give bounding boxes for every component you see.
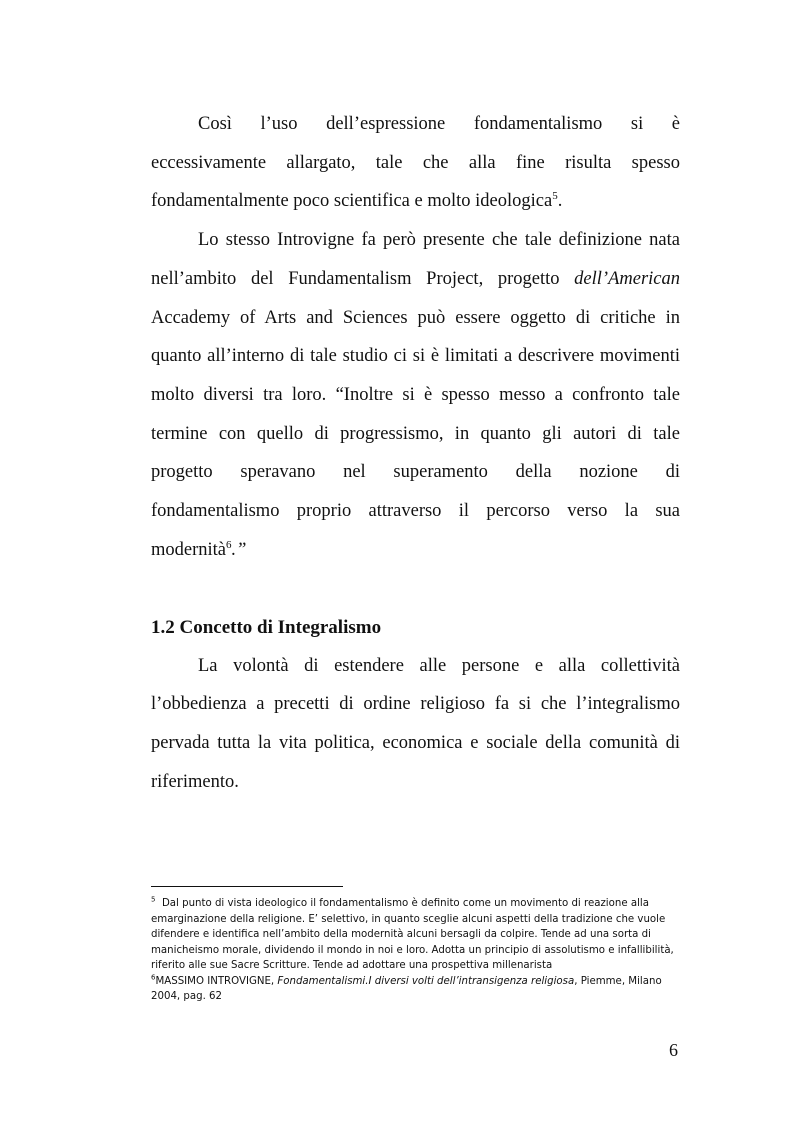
paragraph-line: quanto all’interno di tale studio ci si è limitati a descrivere movimenti <box>151 346 680 366</box>
book-title: Fondamentalismi.I diversi volti dell’intransigenza religiosa <box>277 975 575 987</box>
paragraph-line: riferimento. <box>151 772 239 792</box>
paragraph-line: Accademy of Arts and Sciences può essere oggetto di critiche in <box>151 308 680 328</box>
paragraph-line: fondamentalismo proprio attraverso il percorso verso la sua <box>151 501 680 521</box>
paragraph-line: nell’ambito del Fundamentalism Project, progetto dell’American <box>151 269 680 289</box>
paragraph-line: modernità$^6$.” <box>151 538 247 560</box>
paragraph-line: pervada tutta la vita politica, economica e sociale della comunità di <box>151 733 680 753</box>
paragraph-line: termine con quello di progressismo, in quanto gli autori di tale <box>151 424 680 444</box>
paragraph-line: l’obbedienza a precetti di ordine religioso fa si che l’integralismo <box>151 694 680 714</box>
paragraph-line: Lo stesso Introvigne fa però presente che tale definizione nata <box>198 230 680 250</box>
paragraph-line: molto diversi tra loro. “Inoltre si è spesso messo a confronto tale <box>151 385 680 405</box>
italic-text: dell’American <box>574 269 680 289</box>
footnote-reference: 6 <box>226 538 232 551</box>
page-number: 6 <box>669 1040 678 1060</box>
paragraph-line: fondamentalmente poco scientifica e molto ideologica$^5$. <box>151 189 563 211</box>
footnote-5: $^5$ Dal punto di vista ideologico il fondamentalismo è definito come un movimento di reazione alla emarginazione della religione. E’ selettivo, in quanto sceglie alcuni aspetti della tradizione che vuole difendere e identifica nell’ambito della modernità alcuni bersagli da colpire. Tende ad una sorta di manicheismo morale, dividendo il mondo in noi e loro. Adotta un principio di assolutismo e infallibilità, riferito alle sue Sacre Scritture. Tende ad adottare una prospettiva millenarista <box>151 895 674 971</box>
footnotes <box>151 896 681 1005</box>
footnote-reference: 5 <box>552 189 558 202</box>
footnote-mark: 5 <box>151 895 156 904</box>
footnote-mark: 6 <box>151 973 156 982</box>
footnote-6: $^6$MASSIMO INTROVIGNE, Fondamentalismi.I diversi volti dell’intransigenza religiosa, Piemme, Milano 2004, pag. 62 <box>151 973 662 1002</box>
footnote-separator <box>151 886 343 887</box>
paragraph-line: eccessivamente allargato, tale che alla fine risulta spesso <box>151 153 680 173</box>
paragraph-line: progetto speravano nel superamento della nozione di <box>151 462 680 482</box>
paragraph-line: Così l’uso dell’espressione fondamentalismo si è <box>198 114 680 134</box>
paragraph-line: La volontà di estendere alle persone e alla collettività <box>198 656 680 676</box>
section-heading: 1.2 Concetto di Integralismo <box>151 617 382 638</box>
